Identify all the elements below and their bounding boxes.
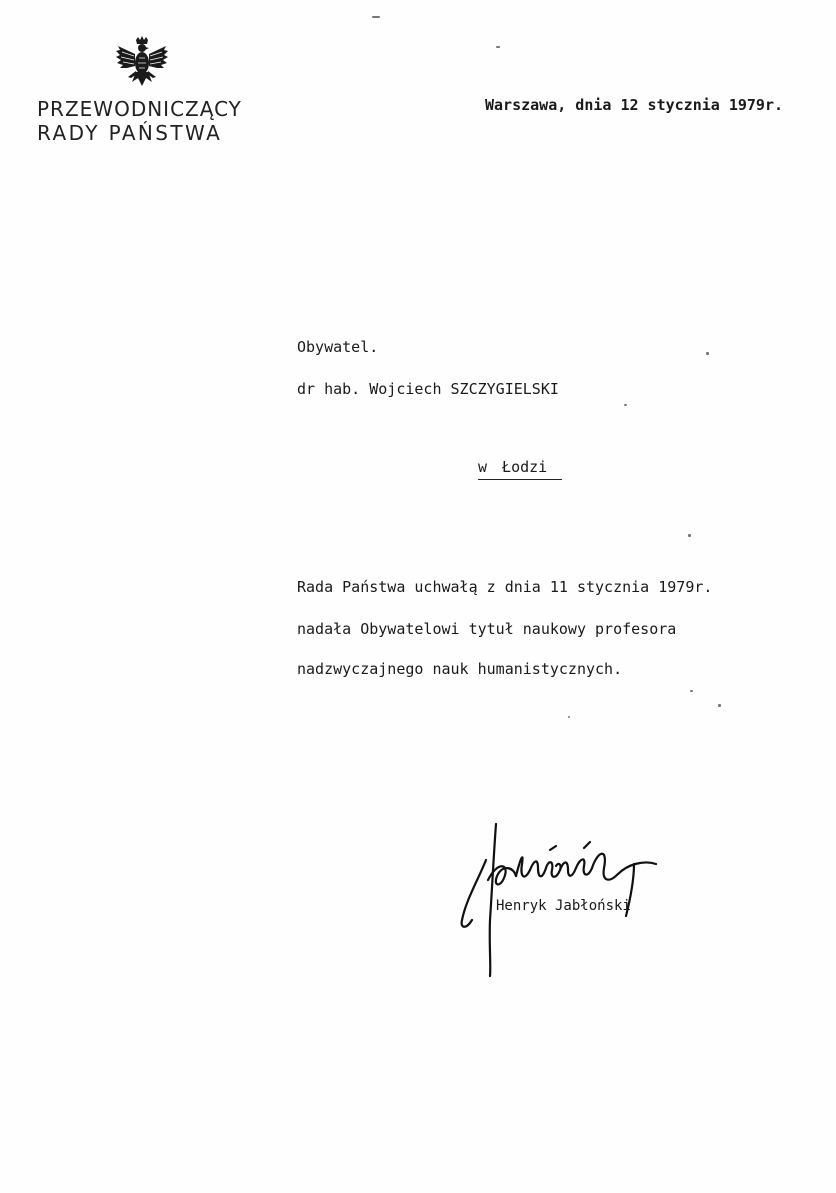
scan-speck [690,690,693,692]
scan-speck [372,16,380,18]
scan-speck [706,352,709,355]
scan-speck [718,704,721,707]
body-line-1: Rada Państwa uchwałą z dnia 11 stycznia 1979r. [297,578,713,596]
scan-speck [496,46,500,48]
polish-eagle-emblem-icon [114,36,170,90]
scan-speck [568,716,570,718]
body-line-3: nadzwyczajnego nauk humanistycznych. [297,660,623,678]
recipient-city: w Łodzi [478,458,562,480]
letterhead [37,97,242,145]
letter-date: Warszawa, dnia 12 stycznia 1979r. [485,96,784,114]
body-line-2: nadała Obywatelowi tytuł naukowy profesora [297,620,677,638]
recipient-name: dr hab. Wojciech SZCZYGIELSKI [297,380,559,398]
letterhead-title: PRZEWODNICZĄCY [37,97,242,121]
recipient-salutation: Obywatel. [297,338,379,356]
scan-speck [624,404,627,406]
signer-name: Henryk Jabłoński [496,898,631,914]
letterhead-subtitle: RADY PAŃSTWA [37,121,223,145]
scan-speck [688,534,691,537]
